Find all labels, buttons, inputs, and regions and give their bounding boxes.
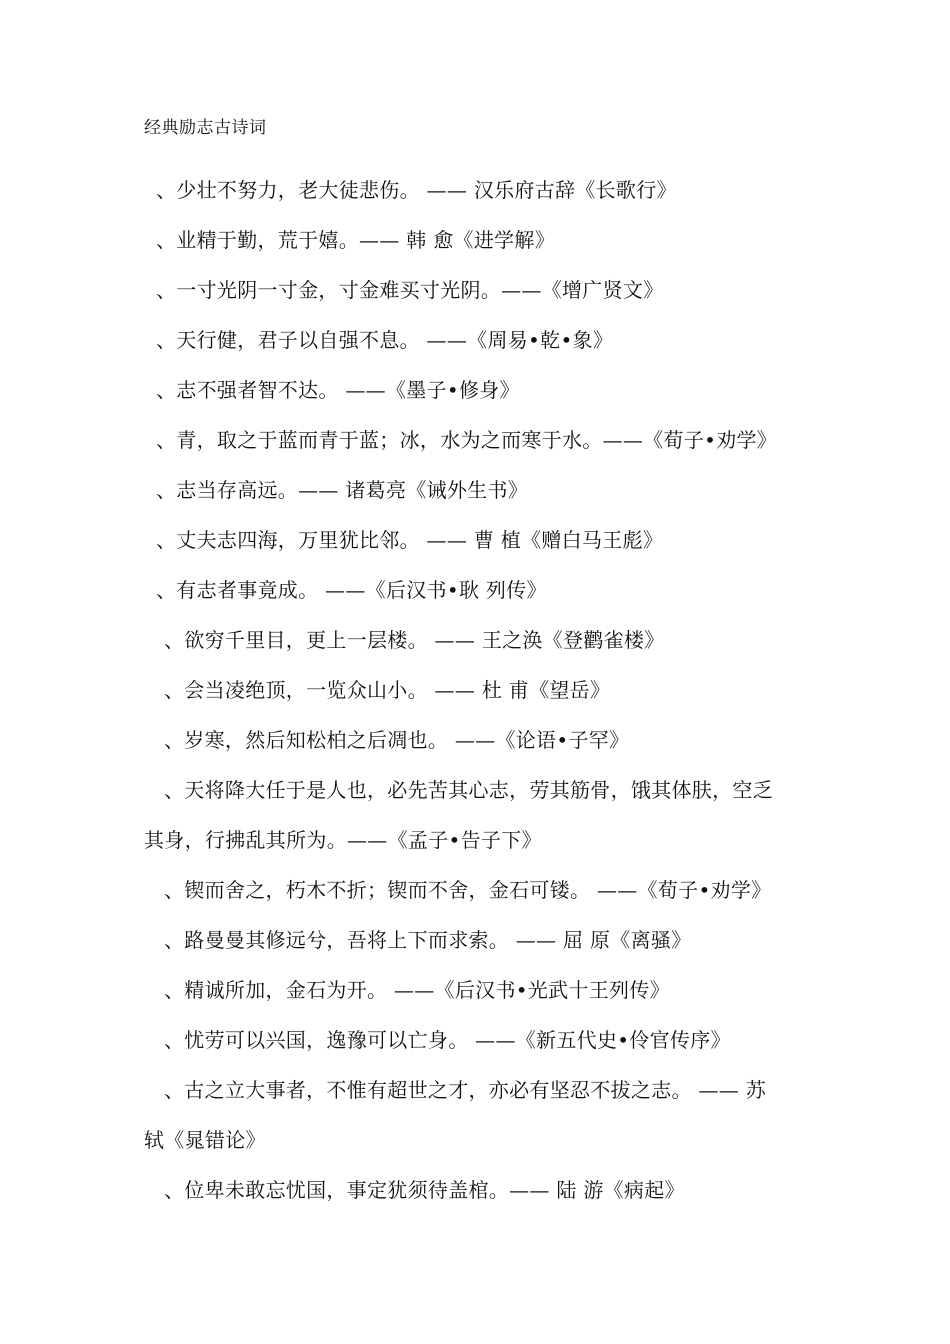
quote-line: 、位卑未敢忘忧国，事定犹须待盖棺。—— 陆 游《病起》 [164,1178,685,1202]
quote-line: 、丈夫志四海，万里犹比邻。 —— 曹 植《赠白马王彪》 [156,528,664,552]
quote-line: 、有志者事竟成。 ——《后汉书•耿 列传》 [156,578,547,602]
quote-line: 、青，取之于蓝而青于蓝；冰，水为之而寒于水。——《荀子•劝学》 [156,428,778,452]
quote-line: 、一寸光阴一寸金，寸金难买寸光阴。——《增广贤文》 [156,278,664,302]
quote-line: 、路曼曼其修远兮，吾将上下而求索。 —— 屈 原《离骚》 [164,928,692,952]
quote-line: 、欲穷千里目，更上一层楼。 —— 王之涣《登鹳雀楼》 [164,628,665,652]
quote-line: 、志当存高远。—— 诸葛亮《诫外生书》 [156,478,529,502]
quote-line: 、锲而舍之，朽木不折；锲而不舍，金石可镂。 ——《荀子•劝学》 [164,878,772,902]
document-title: 经典励志古诗词 [144,118,267,138]
quote-line: 、精诚所加，金石为开。 ——《后汉书•光武十王列传》 [164,978,670,1002]
quote-line: 、志不强者智不达。 ——《墨子•修身》 [156,378,520,402]
quote-line-continuation: 轼《晁错论》 [144,1128,266,1152]
quote-line: 、天行健，君子以自强不息。 ——《周易•乾•象》 [156,328,614,352]
quote-line: 、天将降大任于是人也，必先苦其心志，劳其筋骨，饿其体肤，空乏 [164,778,773,802]
quote-line: 、业精于勤，荒于嬉。—— 韩 愈《进学解》 [156,228,556,252]
quote-line: 、忧劳可以兴国，逸豫可以亡身。 ——《新五代史•伶官传序》 [164,1028,731,1052]
quote-list [144,175,814,1225]
quote-line: 、少壮不努力，老大徒悲伤。 —— 汉乐府古辞《长歌行》 [156,178,677,202]
quote-line: 、岁寒，然后知松柏之后凋也。 ——《论语•子罕》 [164,728,630,752]
quote-line: 、古之立大事者，不惟有超世之才，亦必有坚忍不拔之志。 —— 苏 [164,1078,767,1102]
quote-line: 、会当凌绝顶，一览众山小。 —— 杜 甫《望岳》 [164,678,611,702]
quote-line-continuation: 其身，行拂乱其所为。——《孟子•告子下》 [144,828,542,852]
